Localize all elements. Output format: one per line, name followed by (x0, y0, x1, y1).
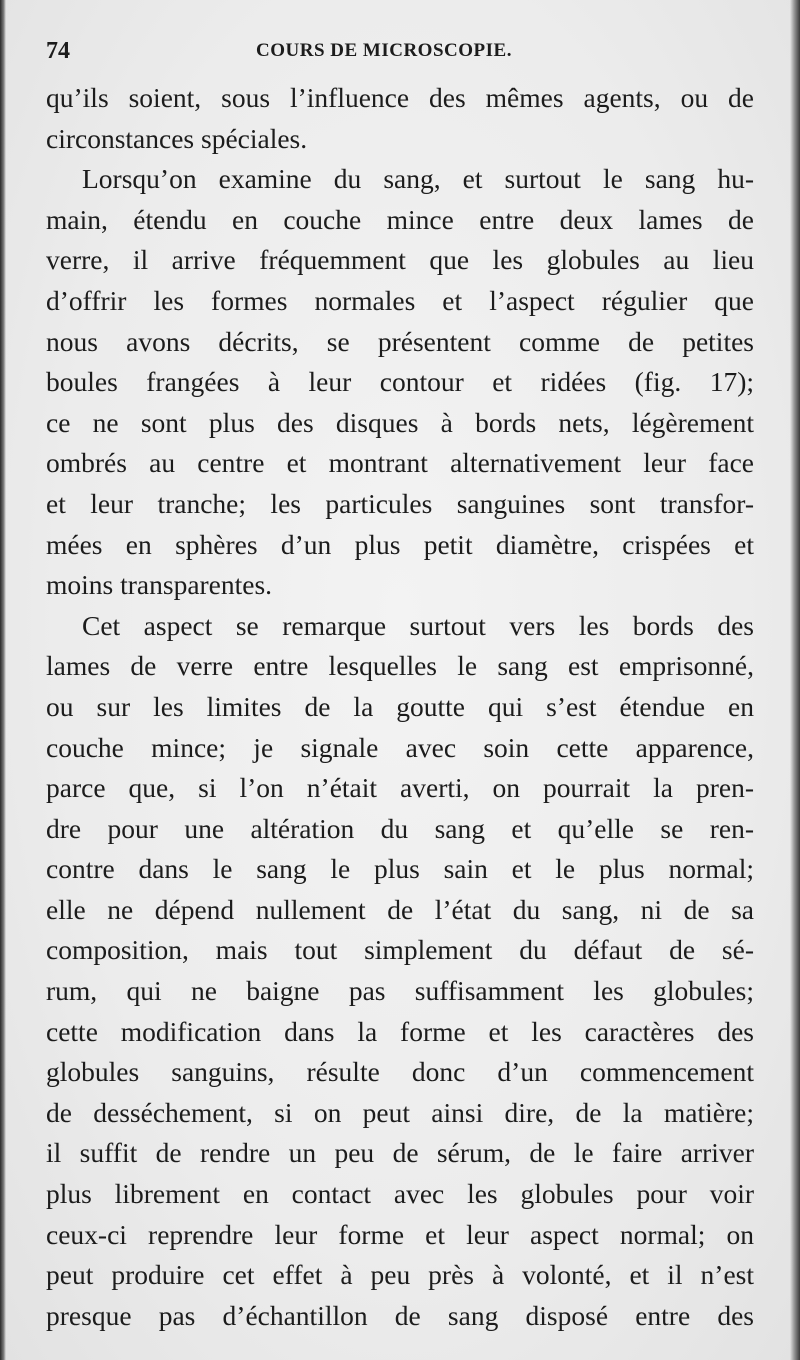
page-number: 74 (46, 38, 70, 64)
text-line: composition, mais tout simplement du défaut de sé- (46, 934, 754, 966)
body-text (46, 78, 754, 1336)
text-line: il suffit de rendre un peu de sérum, de le faire arriver (46, 1137, 754, 1169)
text-line: de desséchement, si on peut ainsi dire, de la matière; (46, 1096, 754, 1128)
text-line: rum, qui ne baigne pas suffisamment les globules; (46, 975, 754, 1007)
text-line: parce que, si l’on n’était averti, on pourrait la pren- (46, 772, 754, 804)
text-line: verre, il arrive fréquemment que les globules au lieu (46, 244, 754, 276)
text-line: d’offrir les formes normales et l’aspect régulier que (46, 284, 754, 316)
text-line: qu’ils soient, sous l’influence des mêmes agents, ou de (46, 82, 754, 113)
text-line: main, étendu en couche mince entre deux lames de (46, 203, 754, 235)
page-left-edge-shadow (0, 0, 6, 1360)
text-line: presque pas d’échantillon de sang disposé entre des (46, 1299, 754, 1331)
text-line: Cet aspect se remarque surtout vers les bords des (82, 609, 754, 641)
text-line: lames de verre entre lesquelles le sang est emprisonné, (46, 650, 754, 682)
text-line: cette modification dans la forme et les caractères des (46, 1015, 754, 1047)
page-header (46, 36, 754, 66)
text-line: globules sanguins, résulte donc d’un commencement (46, 1056, 754, 1088)
text-line: boules frangées à leur contour et ridées (fig. 17); (46, 366, 754, 398)
text-line: et leur tranche; les particules sanguines sont transfor- (46, 487, 754, 519)
running-title: COURS DE MICROSCOPIE. (256, 40, 512, 61)
text-line: Lorsqu’on examine du sang, et surtout le sang hu- (82, 163, 754, 195)
text-line: elle ne dépend nullement de l’état du sang, ni de sa (46, 893, 754, 925)
text-line: ce ne sont plus des disques à bords nets, légèrement (46, 406, 754, 438)
text-line: mées en sphères d’un plus petit diamètre, crispées et (46, 528, 754, 560)
text-line: moins transparentes. (46, 569, 273, 601)
text-line: ombrés au centre et montrant alternativement leur face (46, 447, 754, 479)
text-line: peut produire cet effet à peu près à volonté, et il n’est (46, 1259, 754, 1291)
text-line: dre pour une altération du sang et qu’elle se ren- (46, 812, 754, 844)
text-line: plus librement en contact avec les globules pour voir (46, 1178, 754, 1210)
page-right-edge-shadow (790, 0, 800, 1360)
text-line: couche mince; je signale avec soin cette apparence, (46, 731, 754, 763)
text-line: ceux-ci reprendre leur forme et leur aspect normal; on (46, 1218, 754, 1250)
text-line: nous avons décrits, se présentent comme de petites (46, 325, 754, 357)
text-line: circonstances spéciales. (46, 122, 308, 154)
text-line: ou sur les limites de la goutte qui s’est étendue en (46, 690, 754, 722)
text-line: contre dans le sang le plus sain et le plus normal; (46, 853, 754, 885)
